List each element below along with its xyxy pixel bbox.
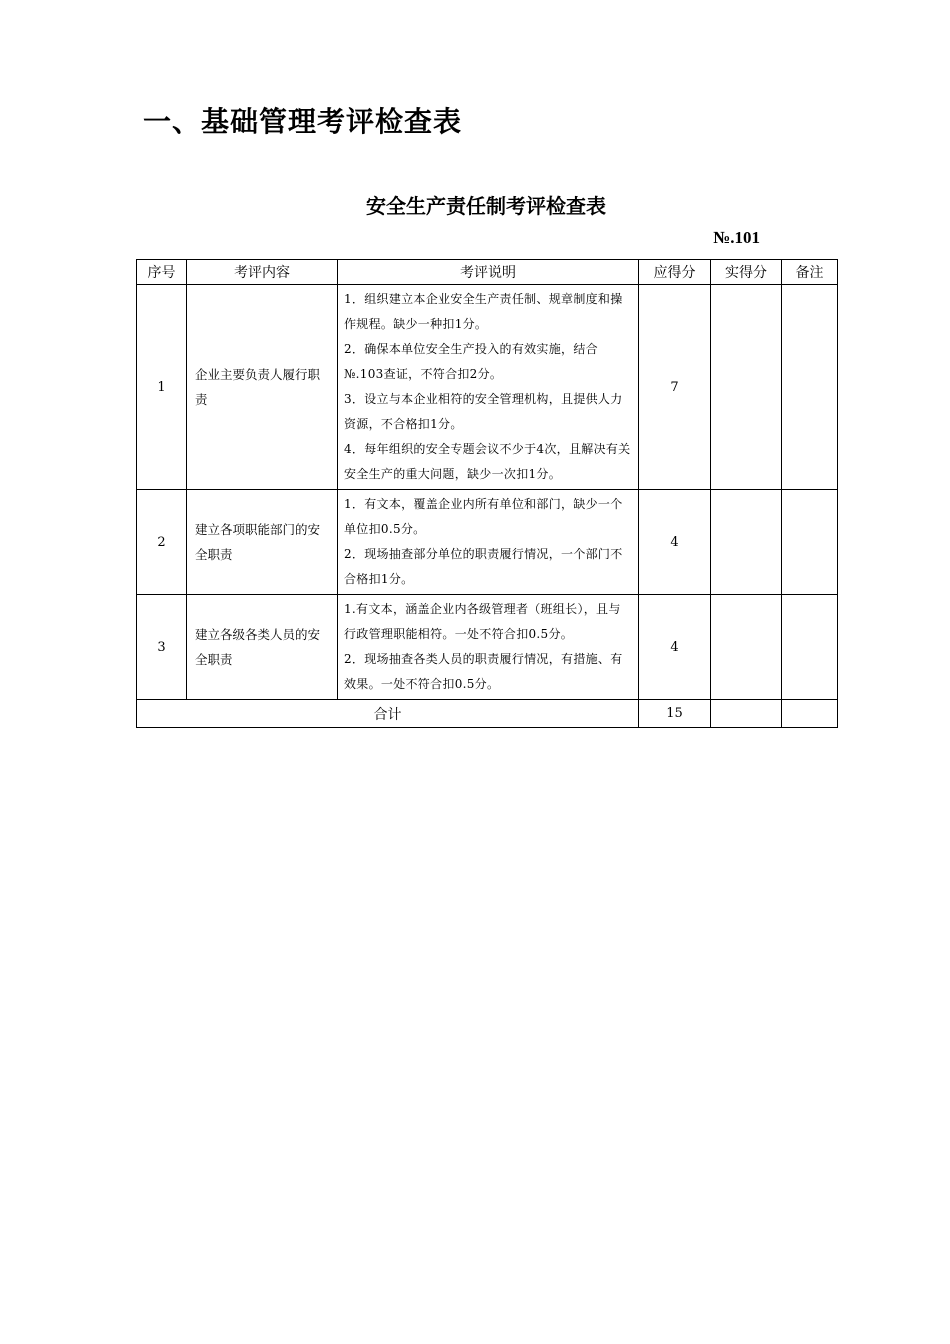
row-description (338, 490, 639, 595)
evaluation-table (136, 259, 838, 728)
description-item: 1．组织建立本企业安全生产责任制、规章制度和操作规程。缺少一种扣1分。 (344, 292, 623, 331)
row-actual-score-cell[interactable] (711, 595, 782, 700)
table-header-row (137, 260, 838, 285)
table-title: 安全生产责任制考评检查表 (366, 194, 606, 218)
table-row (137, 285, 838, 490)
total-actual-score-cell[interactable] (711, 700, 782, 728)
table-row (137, 490, 838, 595)
row-description (338, 595, 639, 700)
description-item: 4．每年组织的安全专题会议不少于4次，且解决有关安全生产的重大问题，缺少一次扣1分。 (344, 442, 631, 481)
description-item: 2．现场抽查部分单位的职责履行情况，一个部门不合格扣1分。 (344, 547, 623, 586)
row-content: 建立各项职能部门的安全职责 (187, 490, 338, 595)
row-actual-score-cell[interactable] (711, 490, 782, 595)
row-content: 建立各级各类人员的安全职责 (187, 595, 338, 700)
row-remark-cell[interactable] (782, 490, 838, 595)
header-content: 考评内容 (187, 260, 338, 285)
description-item: 2．现场抽查各类人员的职责履行情况，有措施、有效果。一处不符合扣0.5分。 (344, 652, 623, 691)
row-remark-cell[interactable] (782, 595, 838, 700)
row-seq: 2 (137, 490, 187, 595)
row-score: 4 (639, 595, 711, 700)
row-actual-score-cell[interactable] (711, 285, 782, 490)
header-score: 应得分 (639, 260, 711, 285)
header-actual: 实得分 (711, 260, 782, 285)
row-score: 4 (639, 490, 711, 595)
total-remark-cell[interactable] (782, 700, 838, 728)
description-item: 2．确保本单位安全生产投入的有效实施，结合№.103查证，不符合扣2分。 (344, 342, 598, 381)
description-item: 1.有文本，涵盖企业内各级管理者（班组长），且与行政管理职能相符。一处不符合扣0.5分。 (344, 602, 621, 641)
description-item: 1．有文本，覆盖企业内所有单位和部门，缺少一个单位扣0.5分。 (344, 497, 623, 536)
header-remark: 备注 (782, 260, 838, 285)
row-seq: 1 (137, 285, 187, 490)
total-score: 15 (639, 700, 711, 728)
header-description: 考评说明 (338, 260, 639, 285)
row-description (338, 285, 639, 490)
total-row (137, 700, 838, 728)
row-score: 7 (639, 285, 711, 490)
row-remark-cell[interactable] (782, 285, 838, 490)
page-heading: 一、基础管理考评检查表 (143, 105, 463, 138)
form-number: №.101 (713, 228, 760, 247)
row-content: 企业主要负责人履行职责 (187, 285, 338, 490)
header-seq: 序号 (137, 260, 187, 285)
table-row (137, 595, 838, 700)
row-seq: 3 (137, 595, 187, 700)
total-label: 合计 (137, 700, 639, 728)
description-item: 3．设立与本企业相符的安全管理机构，且提供人力资源，不合格扣1分。 (344, 392, 623, 431)
